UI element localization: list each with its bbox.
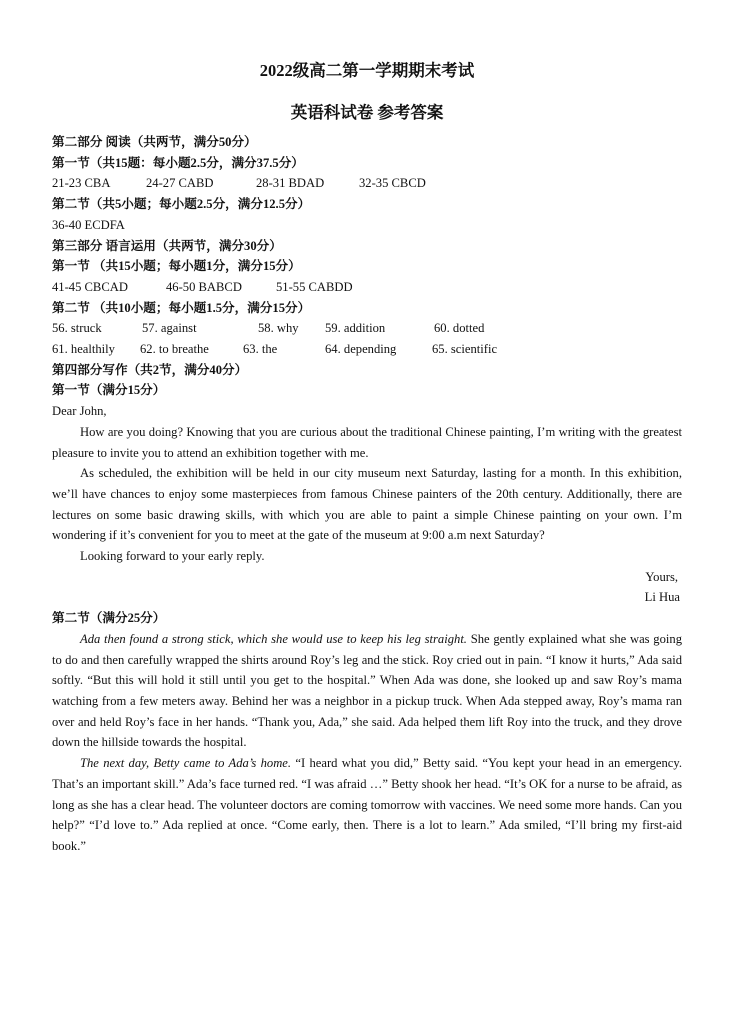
part4-heading: 第四部分写作（共2节，满分40分） — [52, 362, 248, 377]
letter-paragraph: How are you doing? Knowing that you are curious about the traditional Chinese painting, I’m writing with the greatest pleasure to invite you to attend an exhibition together with me. — [52, 424, 682, 460]
answer-item: 61. healthily — [52, 342, 115, 357]
exam-title: 2022级高二第一学期期末考试 — [259, 61, 475, 80]
part4-section2-heading: 第二节（满分25分） — [52, 611, 166, 626]
answer-item: 58. why — [258, 321, 299, 336]
part2-section2-heading: 第二节（共5小题；每小题2.5分，满分12.5分） — [52, 197, 311, 212]
letter-closing: Yours, — [645, 569, 678, 584]
part3-section1-heading: 第一节 （共15小题；每小题1分，满分15分） — [52, 259, 301, 274]
story-body: “I heard what you did,” Betty said. “You kept your head in an emergency. That’s an important skill.” Ada’s face turned red. “I was afraid …” Betty shook her head. “It’s OK for a nurse to be afraid, as long as she has a clear head. The volunteer doctors are coming tomorrow with vaccines. We need some more hands. Can you help?” “I’d love to.” Ada replied at once. “Come early, then. There is a lot to learn.” Ada smiled, “I’ll bring my first-aid book.” — [52, 756, 682, 853]
exam-subtitle: 英语科试卷 参考答案 — [290, 103, 444, 122]
answer-item: 56. struck — [52, 321, 102, 336]
answer-item: 63. the — [243, 342, 278, 357]
answer-item: 60. dotted — [434, 321, 485, 336]
part3-section2-row1 — [52, 318, 682, 339]
answer-group: 24-27 CABD — [146, 176, 214, 191]
answer-group: 32-35 CBCD — [359, 176, 426, 191]
answer-group: 21-23 CBA — [52, 176, 111, 191]
part2-heading: 第二部分 阅读（共两节，满分50分） — [52, 135, 257, 149]
answer-group: 28-31 BDAD — [256, 176, 325, 191]
story-paragraph — [52, 629, 682, 753]
part3-section2-row2 — [52, 339, 682, 360]
letter-salutation: Dear John, — [52, 404, 107, 419]
part4-section1-heading: 第一节（满分15分） — [52, 383, 166, 398]
part3-section2-heading: 第二节 （共10小题；每小题1.5分，满分15分） — [52, 300, 311, 315]
answer-group: 51-55 CABDD — [276, 279, 353, 294]
part2-section1-answers — [52, 173, 682, 194]
answer-item: 64. depending — [325, 342, 397, 357]
answer-item: 59. addition — [325, 321, 386, 336]
part3-heading: 第三部分 语言运用（共两节，满分30分） — [52, 238, 282, 253]
answer-group: 36-40 ECDFA — [52, 217, 125, 232]
part3-section1-answers — [52, 277, 682, 298]
letter-paragraph: Looking forward to your early reply. — [80, 549, 265, 564]
part2-section1-heading: 第一节（共15题：每小题2.5分，满分37.5分） — [52, 155, 304, 170]
story-body: She gently explained what she was going to do and then carefully wrapped the shirts around Roy’s leg and the stick. Roy cried out in pain. “I know it hurts,” Ada said softly. “But this will hold it still until you get to the hospital.” When Ada was done, she looked up and saw Roy’s mama watching from a few meters away. Behind her was a neighbor in a pickup truck. When Ada stepped away, Roy’s mama ran over and held Roy’s face in her hands. “Thank you, Ada,” she said. Ada helped them lift Roy into the truck, and they drove down the hillside towards the hospital. — [52, 631, 682, 750]
answer-item: 65. scientific — [432, 342, 498, 357]
letter-paragraph: As scheduled, the exhibition will be held in our city museum next Saturday, lasting for a month. In this exhibition, we’ll have chances to enjoy some masterpieces from famous Chinese painters of the 20th century. Additionally, there are lectures on some basic drawing skills, with which you are able to paint a simple Chinese painting on your own. I’m wondering if it’s convenient for you to meet at the gate of the museum at 9:00 a.m next Saturday? — [52, 466, 682, 543]
part2-section2-answers — [52, 215, 682, 236]
story-lead-sentence: The next day, Betty came to Ada’s home. — [80, 756, 292, 771]
answer-group: 46-50 BABCD — [166, 279, 242, 294]
story-lead-sentence: Ada then found a strong stick, which she would use to keep his leg straight. — [80, 631, 467, 646]
answer-group: 41-45 CBCAD — [52, 279, 128, 294]
answer-item: 57. against — [142, 321, 197, 336]
answer-item: 62. to breathe — [140, 342, 209, 357]
answer-sheet — [52, 60, 682, 857]
story-paragraph — [52, 753, 682, 857]
letter-signature: Li Hua — [644, 590, 680, 605]
